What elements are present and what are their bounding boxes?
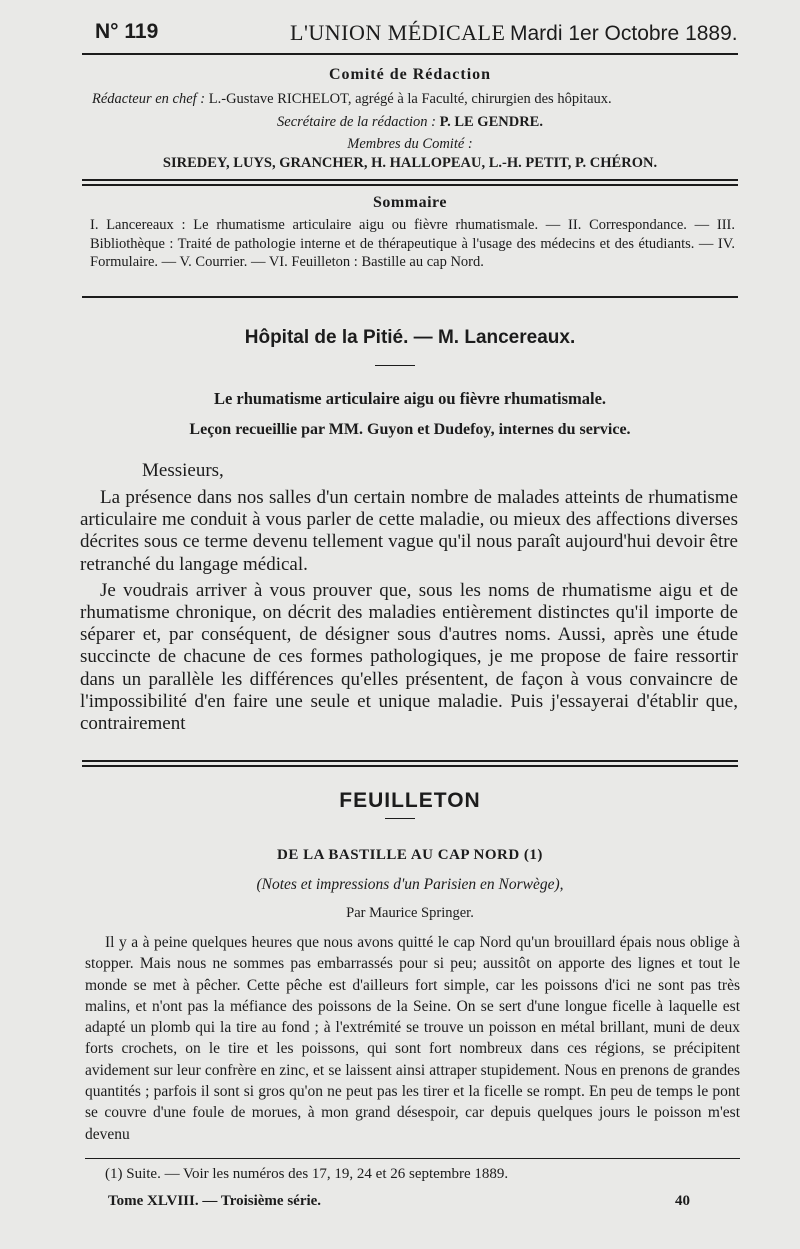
journal-title: L'UNION MÉDICALE (290, 20, 506, 45)
summary-title: Sommaire (373, 194, 447, 211)
editor-line (92, 89, 732, 109)
summary-rule (82, 296, 738, 298)
feuilleton-notes: (Notes et impressions d'un Parisien en Norwège), (256, 876, 564, 893)
editor-label: Rédacteur en chef : (92, 91, 206, 107)
editor-name: L.-Gustave RICHELOT, agrégé à la Faculté, chirurgien des hôpitaux. (208, 91, 612, 107)
committee-title: Comité de Rédaction (328, 66, 492, 83)
lecture-paragraph-2: Je voudrais arriver à vous prouver que, sous les noms de rhumatisme aigu et de rhumatisme chronique, on décrit des maladies entièrement distinctes qu'il importe de séparer et, par conséquent, de désigner sous d'autres noms. Aussi, après une étude succincte de chacune de ces formes pathologiques, je me propose de faire ressortir dans un parallèle les différences qu'elles présentent, de façon à vous convaincre de l'impossibilité d'en faire une seule et unique maladie. Puis j'essayerai d'établir que, contrairement (80, 579, 738, 735)
members-names: SIREDEY, LUYS, GRANCHER, H. HALLOPEAU, L.-H. PETIT, P. CHÉRON. (162, 155, 658, 171)
feuilleton-title: FEUILLETON (339, 789, 481, 812)
footnote: (1) Suite. — Voir les numéros des 17, 19, 24 et 26 septembre 1889. (105, 1166, 509, 1182)
issue-number: N° 119 (95, 20, 159, 43)
footnote-rule (85, 1158, 740, 1159)
feuilleton-body (85, 932, 740, 1145)
summary-text: I. Lancereaux : Le rhumatisme articulaire aigu ou fièvre rhumatismale. — II. Correspondance. — III. Bibliothèque : Traité de pathologie interne et de thérapeutique à l'usage des médecins et des étudiants. — IV. Formulaire. — V. Courrier. — VI. Feuilleton : Bastille au cap Nord. (90, 217, 735, 270)
volume-line (108, 1193, 321, 1210)
secretary-label: Secrétaire de la rédaction : (277, 114, 436, 130)
secretary-name: P. LE GENDRE. (439, 114, 543, 130)
issue-date: Mardi 1er Octobre 1889. (510, 22, 738, 45)
hospital-title: Hôpital de la Pitié. — M. Lancereaux. (244, 327, 576, 348)
feuilleton-rule-1 (82, 760, 738, 762)
lecture-paragraph-1: La présence dans nos salles d'un certain nombre de malades atteints de rhumatisme articulaire me conduit à vous parler de cette maladie, ou mieux des affections diverses décrites sous ce terme devenu tellement vague qu'il nous paraît aujourd'hui devoir être retranché du langage médical. (80, 487, 738, 575)
secretary-line (82, 112, 738, 132)
header-rule (82, 53, 738, 55)
volume-text: Tome XLVIII. — Troisième série. (108, 1193, 322, 1209)
committee-rule-2 (82, 184, 738, 186)
lecture-subject: Le rhumatisme articulaire aigu ou fièvre rhumatismale. (213, 389, 607, 408)
feuilleton-underline (385, 818, 415, 819)
lecture-collected: Leçon recueillie par MM. Guyon et Dudefoy, internes du service. (189, 421, 631, 438)
page-number: 40 (675, 1193, 690, 1209)
feuilleton-paragraph: Il y a à peine quelques heures que nous avons quitté le cap Nord qu'un brouillard épais nous oblige à stopper. Mais nous ne sommes pas embarrassés pour si peu; aussitôt on apporte des lignes et tout le monde se met à pêcher. Cette pêche est d'ailleurs fort simple, car les poissons d'ici ne sont pas très malins, et n'ont pas la méfiance des poissons de la Seine. On se sert d'une longue ficelle à laquelle est adapté un plomb qui la tire au fond ; à l'extrémité se trouve un poisson en métal brillant, muni de deux forts crochets, on le tire et les poissons, qui sont fort nombreux dans ces régions, se précipitent avidement sur leur confrère en zinc, et se laissent ainsi attraper stupidement. Nous en prenons de grandes quantités ; parfois il sont si gros qu'on ne peut pas les tirer et la ficelle se rompt. En peu de temps le pont se couvre d'une foule de morues, à mon grand désespoir, car depuis quelques jours le poisson m'est devenu (85, 934, 740, 1143)
feuilleton-rule-2 (82, 765, 738, 767)
lecture-body (80, 487, 738, 735)
salutation: Messieurs, (142, 460, 224, 481)
hospital-underline (375, 365, 415, 366)
feuilleton-subtitle: DE LA BASTILLE AU CAP NORD (1) (277, 847, 543, 863)
committee-rule-1 (82, 179, 738, 181)
feuilleton-author: Par Maurice Springer. (346, 905, 474, 921)
members-label: Membres du Comité : (347, 136, 473, 152)
